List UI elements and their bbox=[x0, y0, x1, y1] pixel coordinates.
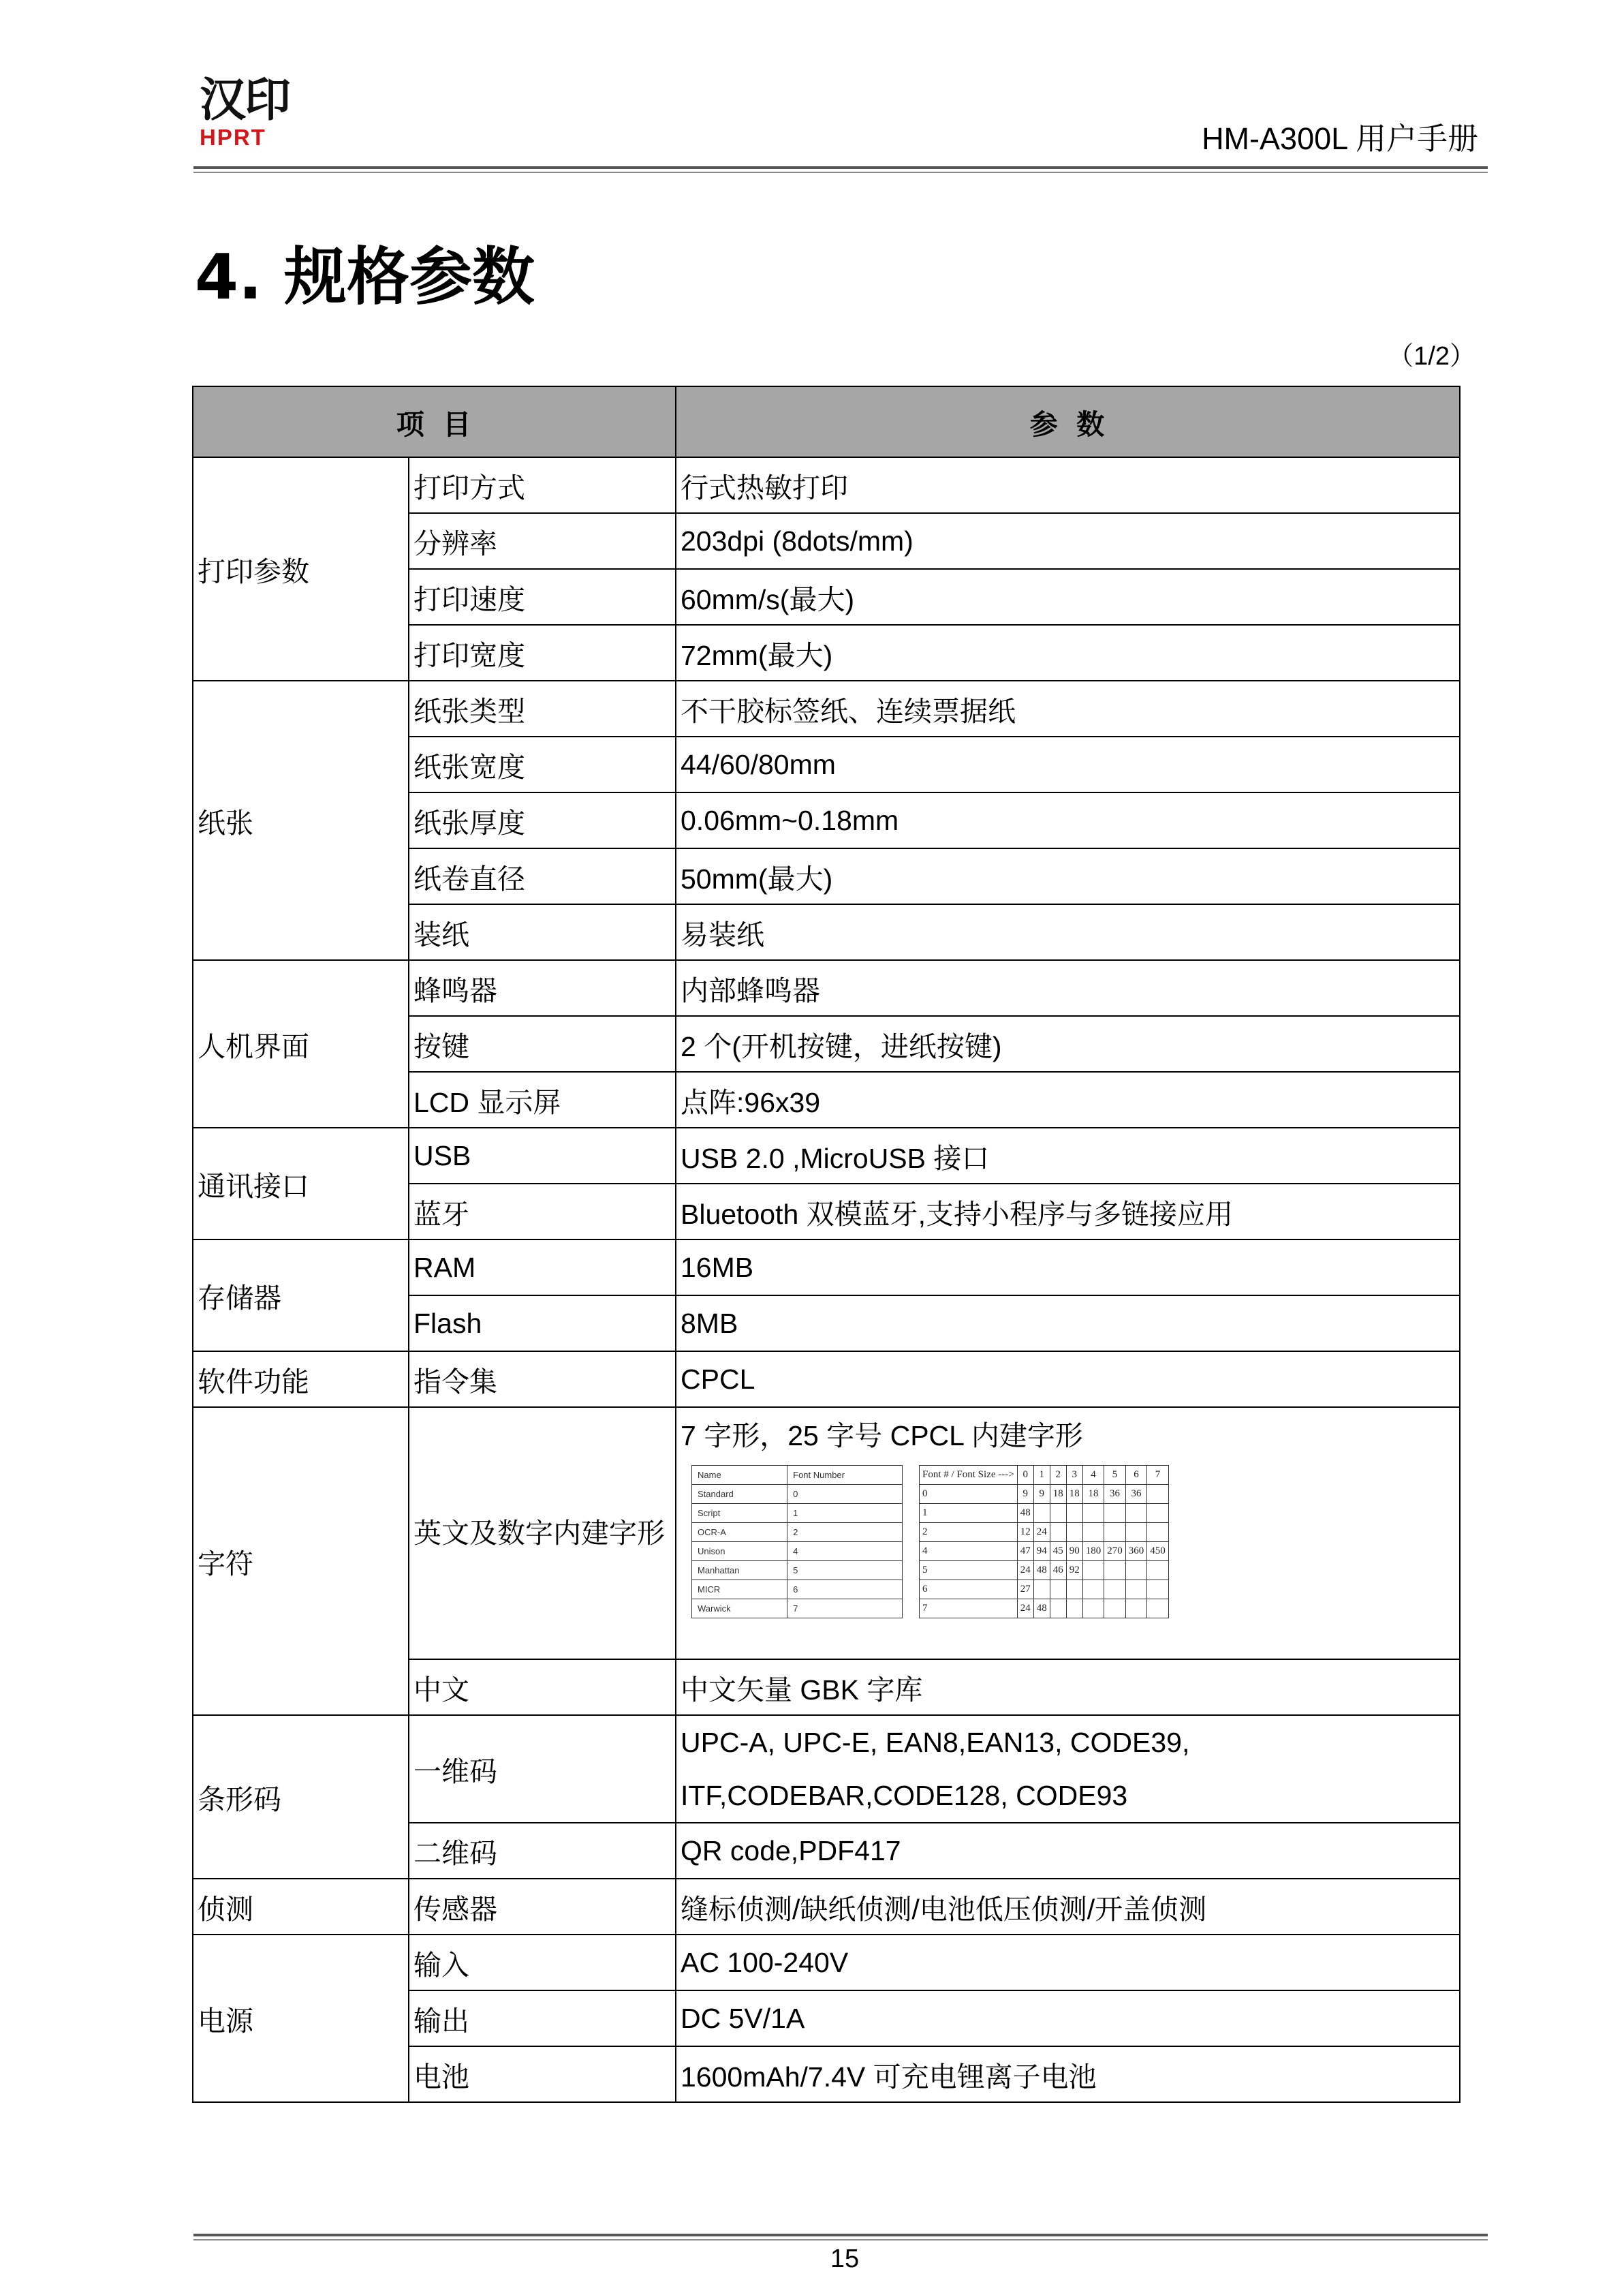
table-row bbox=[692, 1599, 903, 1618]
column-header-param: 参 数 bbox=[676, 386, 1460, 457]
item-cell: 电池 bbox=[409, 2046, 676, 2102]
size-cell: 48 bbox=[1033, 1561, 1050, 1580]
size-cell: 90 bbox=[1066, 1542, 1082, 1561]
group-label: 字符 bbox=[193, 1407, 409, 1715]
hprt-logo bbox=[200, 76, 295, 150]
fonts-caption: 7 字形，25 字号 CPCL 内建字形 bbox=[681, 1420, 1083, 1451]
value-cell: 44/60/80mm bbox=[676, 737, 1460, 792]
item-cell: Flash bbox=[409, 1295, 676, 1351]
item-cell: 装纸 bbox=[409, 904, 676, 960]
page-number: 15 bbox=[830, 2245, 860, 2273]
value-cell: 203dpi (8dots/mm) bbox=[676, 513, 1460, 569]
item-cell: RAM bbox=[409, 1239, 676, 1295]
size-cell bbox=[1033, 1504, 1050, 1523]
table-row bbox=[692, 1542, 903, 1561]
size-row-label: 7 bbox=[920, 1599, 1018, 1618]
item-cell: 打印速度 bbox=[409, 569, 676, 625]
table-row bbox=[920, 1466, 1169, 1485]
document-title: HM-A300L 用户手册 bbox=[1202, 121, 1478, 156]
size-cell: 24 bbox=[1017, 1561, 1033, 1580]
size-cell bbox=[1066, 1523, 1082, 1542]
font-name: Standard bbox=[692, 1485, 787, 1504]
table-row bbox=[920, 1580, 1169, 1599]
item-cell: 指令集 bbox=[409, 1351, 676, 1407]
value-cell: 50mm(最大) bbox=[676, 848, 1460, 904]
font-number: 0 bbox=[787, 1485, 903, 1504]
size-cell bbox=[1104, 1599, 1126, 1618]
size-cell bbox=[1147, 1485, 1169, 1504]
size-row-label: 5 bbox=[920, 1561, 1018, 1580]
logo-english-text: HPRT bbox=[200, 125, 266, 150]
table-row bbox=[193, 1239, 1460, 1295]
size-cell: 9 bbox=[1017, 1485, 1033, 1504]
font-number: 2 bbox=[787, 1523, 903, 1542]
size-cell bbox=[1082, 1580, 1104, 1599]
value-cell: Bluetooth 双模蓝牙,支持小程序与多链接应用 bbox=[676, 1184, 1460, 1239]
size-cell: 48 bbox=[1017, 1504, 1033, 1523]
table-row bbox=[920, 1504, 1169, 1523]
size-cell: 18 bbox=[1066, 1485, 1082, 1504]
value-cell: 易装纸 bbox=[676, 904, 1460, 960]
size-cell bbox=[1104, 1561, 1126, 1580]
value-cell: QR code,PDF417 bbox=[676, 1823, 1460, 1879]
item-cell: 中文 bbox=[409, 1659, 676, 1715]
font-name-table bbox=[691, 1465, 903, 1618]
font-number-header: Font Number bbox=[787, 1466, 903, 1485]
item-cell: USB bbox=[409, 1128, 676, 1184]
font-number: 4 bbox=[787, 1542, 903, 1561]
value-cell: 中文矢量 GBK 字库 bbox=[676, 1659, 1460, 1715]
item-cell: 打印方式 bbox=[409, 457, 676, 513]
size-header: 1 bbox=[1033, 1466, 1050, 1485]
value-cell: AC 100-240V bbox=[676, 1935, 1460, 1990]
table-row bbox=[692, 1466, 903, 1485]
size-cell: 47 bbox=[1017, 1542, 1033, 1561]
value-cell: 不干胶标签纸、连续票据纸 bbox=[676, 681, 1460, 737]
size-header: 3 bbox=[1066, 1466, 1082, 1485]
size-cell bbox=[1050, 1504, 1066, 1523]
spec-table bbox=[192, 386, 1461, 2103]
size-cell bbox=[1082, 1504, 1104, 1523]
table-row bbox=[692, 1580, 903, 1599]
item-cell: 蓝牙 bbox=[409, 1184, 676, 1239]
size-cell: 450 bbox=[1147, 1542, 1169, 1561]
size-cell bbox=[1066, 1504, 1082, 1523]
size-cell bbox=[1082, 1523, 1104, 1542]
table-row bbox=[692, 1523, 903, 1542]
page-indicator: （1/2） bbox=[1388, 342, 1475, 371]
table-row bbox=[692, 1504, 903, 1523]
size-cell: 94 bbox=[1033, 1542, 1050, 1561]
value-cell: 缝标侦测/缺纸侦测/电池低压侦测/开盖侦测 bbox=[676, 1879, 1460, 1935]
font-number: 1 bbox=[787, 1504, 903, 1523]
value-cell: 8MB bbox=[676, 1295, 1460, 1351]
value-cell: 点阵:96x39 bbox=[676, 1072, 1460, 1128]
section-heading: 4. 规格参数 bbox=[195, 241, 535, 313]
font-name-header: Name bbox=[692, 1466, 787, 1485]
value-cell: 16MB bbox=[676, 1239, 1460, 1295]
item-cell: 纸卷直径 bbox=[409, 848, 676, 904]
size-row-label: 1 bbox=[920, 1504, 1018, 1523]
group-label: 存储器 bbox=[193, 1239, 409, 1351]
font-size-table bbox=[919, 1465, 1169, 1618]
group-label: 软件功能 bbox=[193, 1351, 409, 1407]
value-cell: 1600mAh/7.4V 可充电锂离子电池 bbox=[676, 2046, 1460, 2102]
item-cell: 输出 bbox=[409, 1990, 676, 2046]
table-row bbox=[193, 960, 1460, 1016]
size-cell bbox=[1147, 1580, 1169, 1599]
size-cell bbox=[1125, 1504, 1147, 1523]
table-row bbox=[920, 1485, 1169, 1504]
size-header: 0 bbox=[1017, 1466, 1033, 1485]
table-row bbox=[193, 1715, 1460, 1823]
item-cell: 纸张厚度 bbox=[409, 792, 676, 848]
value-cell: CPCL bbox=[676, 1351, 1460, 1407]
size-header: 5 bbox=[1104, 1466, 1126, 1485]
font-tables-figure bbox=[681, 1465, 1459, 1618]
table-row bbox=[692, 1561, 903, 1580]
table-row bbox=[920, 1599, 1169, 1618]
group-label: 电源 bbox=[193, 1935, 409, 2102]
group-label: 打印参数 bbox=[193, 457, 409, 681]
size-cell: 360 bbox=[1125, 1542, 1147, 1561]
table-row bbox=[920, 1523, 1169, 1542]
table-row bbox=[193, 457, 1460, 513]
item-cell: 一维码 bbox=[409, 1715, 676, 1823]
item-cell: 输入 bbox=[409, 1935, 676, 1990]
item-cell: 纸张宽度 bbox=[409, 737, 676, 792]
value-cell: 行式热敏打印 bbox=[676, 457, 1460, 513]
size-cell: 36 bbox=[1125, 1485, 1147, 1504]
group-label: 人机界面 bbox=[193, 960, 409, 1128]
font-name: MICR bbox=[692, 1580, 787, 1599]
size-row-label: 0 bbox=[920, 1485, 1018, 1504]
font-number: 5 bbox=[787, 1561, 903, 1580]
size-cell: 270 bbox=[1104, 1542, 1126, 1561]
size-cell bbox=[1147, 1561, 1169, 1580]
size-cell bbox=[1066, 1599, 1082, 1618]
footer-divider-thin bbox=[193, 2239, 1488, 2240]
header-divider-thin bbox=[193, 172, 1488, 173]
item-cell: 按键 bbox=[409, 1016, 676, 1072]
size-cell: 12 bbox=[1017, 1523, 1033, 1542]
spec-table-header bbox=[193, 386, 1460, 457]
table-row bbox=[193, 681, 1460, 737]
size-cell: 180 bbox=[1082, 1542, 1104, 1561]
column-header-item: 项 目 bbox=[193, 386, 676, 457]
font-name: Unison bbox=[692, 1542, 787, 1561]
size-cell: 48 bbox=[1033, 1599, 1050, 1618]
size-cell bbox=[1104, 1504, 1126, 1523]
size-cell bbox=[1050, 1580, 1066, 1599]
table-row bbox=[193, 1879, 1460, 1935]
font-name: Script bbox=[692, 1504, 787, 1523]
size-cell bbox=[1066, 1580, 1082, 1599]
item-cell: 打印宽度 bbox=[409, 625, 676, 681]
logo-chinese-text: 汉印 bbox=[200, 74, 290, 127]
size-row-label: 6 bbox=[920, 1580, 1018, 1599]
item-cell: 纸张类型 bbox=[409, 681, 676, 737]
table-row bbox=[193, 1128, 1460, 1184]
size-row-label: 4 bbox=[920, 1542, 1018, 1561]
size-cell: 24 bbox=[1033, 1523, 1050, 1542]
value-cell: 内部蜂鸣器 bbox=[676, 960, 1460, 1016]
value-cell: 0.06mm~0.18mm bbox=[676, 792, 1460, 848]
value-cell: 60mm/s(最大) bbox=[676, 569, 1460, 625]
table-row bbox=[193, 1935, 1460, 1990]
size-cell bbox=[1147, 1523, 1169, 1542]
group-label: 纸张 bbox=[193, 681, 409, 960]
font-name: Warwick bbox=[692, 1599, 787, 1618]
group-label: 侦测 bbox=[193, 1879, 409, 1935]
size-cell bbox=[1050, 1523, 1066, 1542]
group-label: 条形码 bbox=[193, 1715, 409, 1879]
size-header: 7 bbox=[1147, 1466, 1169, 1485]
item-cell: 英文及数字内建字形 bbox=[409, 1407, 676, 1659]
font-number: 7 bbox=[787, 1599, 903, 1618]
item-cell: 传感器 bbox=[409, 1879, 676, 1935]
size-cell bbox=[1125, 1523, 1147, 1542]
table-row bbox=[692, 1485, 903, 1504]
size-cell: 46 bbox=[1050, 1561, 1066, 1580]
size-cell bbox=[1050, 1599, 1066, 1618]
table-row bbox=[193, 1407, 1460, 1659]
value-cell: USB 2.0 ,MicroUSB 接口 bbox=[676, 1128, 1460, 1184]
group-label: 通讯接口 bbox=[193, 1128, 409, 1239]
size-cell: 36 bbox=[1104, 1485, 1126, 1504]
value-cell: 72mm(最大) bbox=[676, 625, 1460, 681]
size-header: 4 bbox=[1082, 1466, 1104, 1485]
size-cell bbox=[1082, 1599, 1104, 1618]
size-cell: 45 bbox=[1050, 1542, 1066, 1561]
footer-divider bbox=[193, 2234, 1488, 2236]
value-cell: UPC-A, UPC-E, EAN8,EAN13, CODE39, ITF,CODEBAR,CODE128, CODE93 bbox=[676, 1715, 1460, 1823]
size-cell: 18 bbox=[1082, 1485, 1104, 1504]
table-row bbox=[193, 1351, 1460, 1407]
size-cell bbox=[1125, 1561, 1147, 1580]
size-cell bbox=[1082, 1561, 1104, 1580]
table-row bbox=[920, 1542, 1169, 1561]
value-cell: DC 5V/1A bbox=[676, 1990, 1460, 2046]
size-cell bbox=[1033, 1580, 1050, 1599]
size-cell: 92 bbox=[1066, 1561, 1082, 1580]
size-cell: 9 bbox=[1033, 1485, 1050, 1504]
size-header: 6 bbox=[1125, 1466, 1147, 1485]
item-cell: LCD 显示屏 bbox=[409, 1072, 676, 1128]
font-name: OCR-A bbox=[692, 1523, 787, 1542]
table-row bbox=[920, 1561, 1169, 1580]
item-cell: 分辨率 bbox=[409, 513, 676, 569]
item-cell: 蜂鸣器 bbox=[409, 960, 676, 1016]
size-cell bbox=[1147, 1599, 1169, 1618]
value-cell: 2 个(开机按键，进纸按键) bbox=[676, 1016, 1460, 1072]
value-cell-fonts bbox=[676, 1407, 1460, 1659]
size-cell bbox=[1104, 1580, 1126, 1599]
size-table-corner: Font # / Font Size ---> bbox=[920, 1466, 1018, 1485]
size-cell: 27 bbox=[1017, 1580, 1033, 1599]
size-cell bbox=[1125, 1599, 1147, 1618]
header-divider bbox=[193, 166, 1488, 169]
font-name: Manhattan bbox=[692, 1561, 787, 1580]
item-cell: 二维码 bbox=[409, 1823, 676, 1879]
size-cell bbox=[1125, 1580, 1147, 1599]
size-row-label: 2 bbox=[920, 1523, 1018, 1542]
size-cell bbox=[1104, 1523, 1126, 1542]
size-cell: 24 bbox=[1017, 1599, 1033, 1618]
size-cell: 18 bbox=[1050, 1485, 1066, 1504]
size-cell bbox=[1147, 1504, 1169, 1523]
size-header: 2 bbox=[1050, 1466, 1066, 1485]
font-number: 6 bbox=[787, 1580, 903, 1599]
